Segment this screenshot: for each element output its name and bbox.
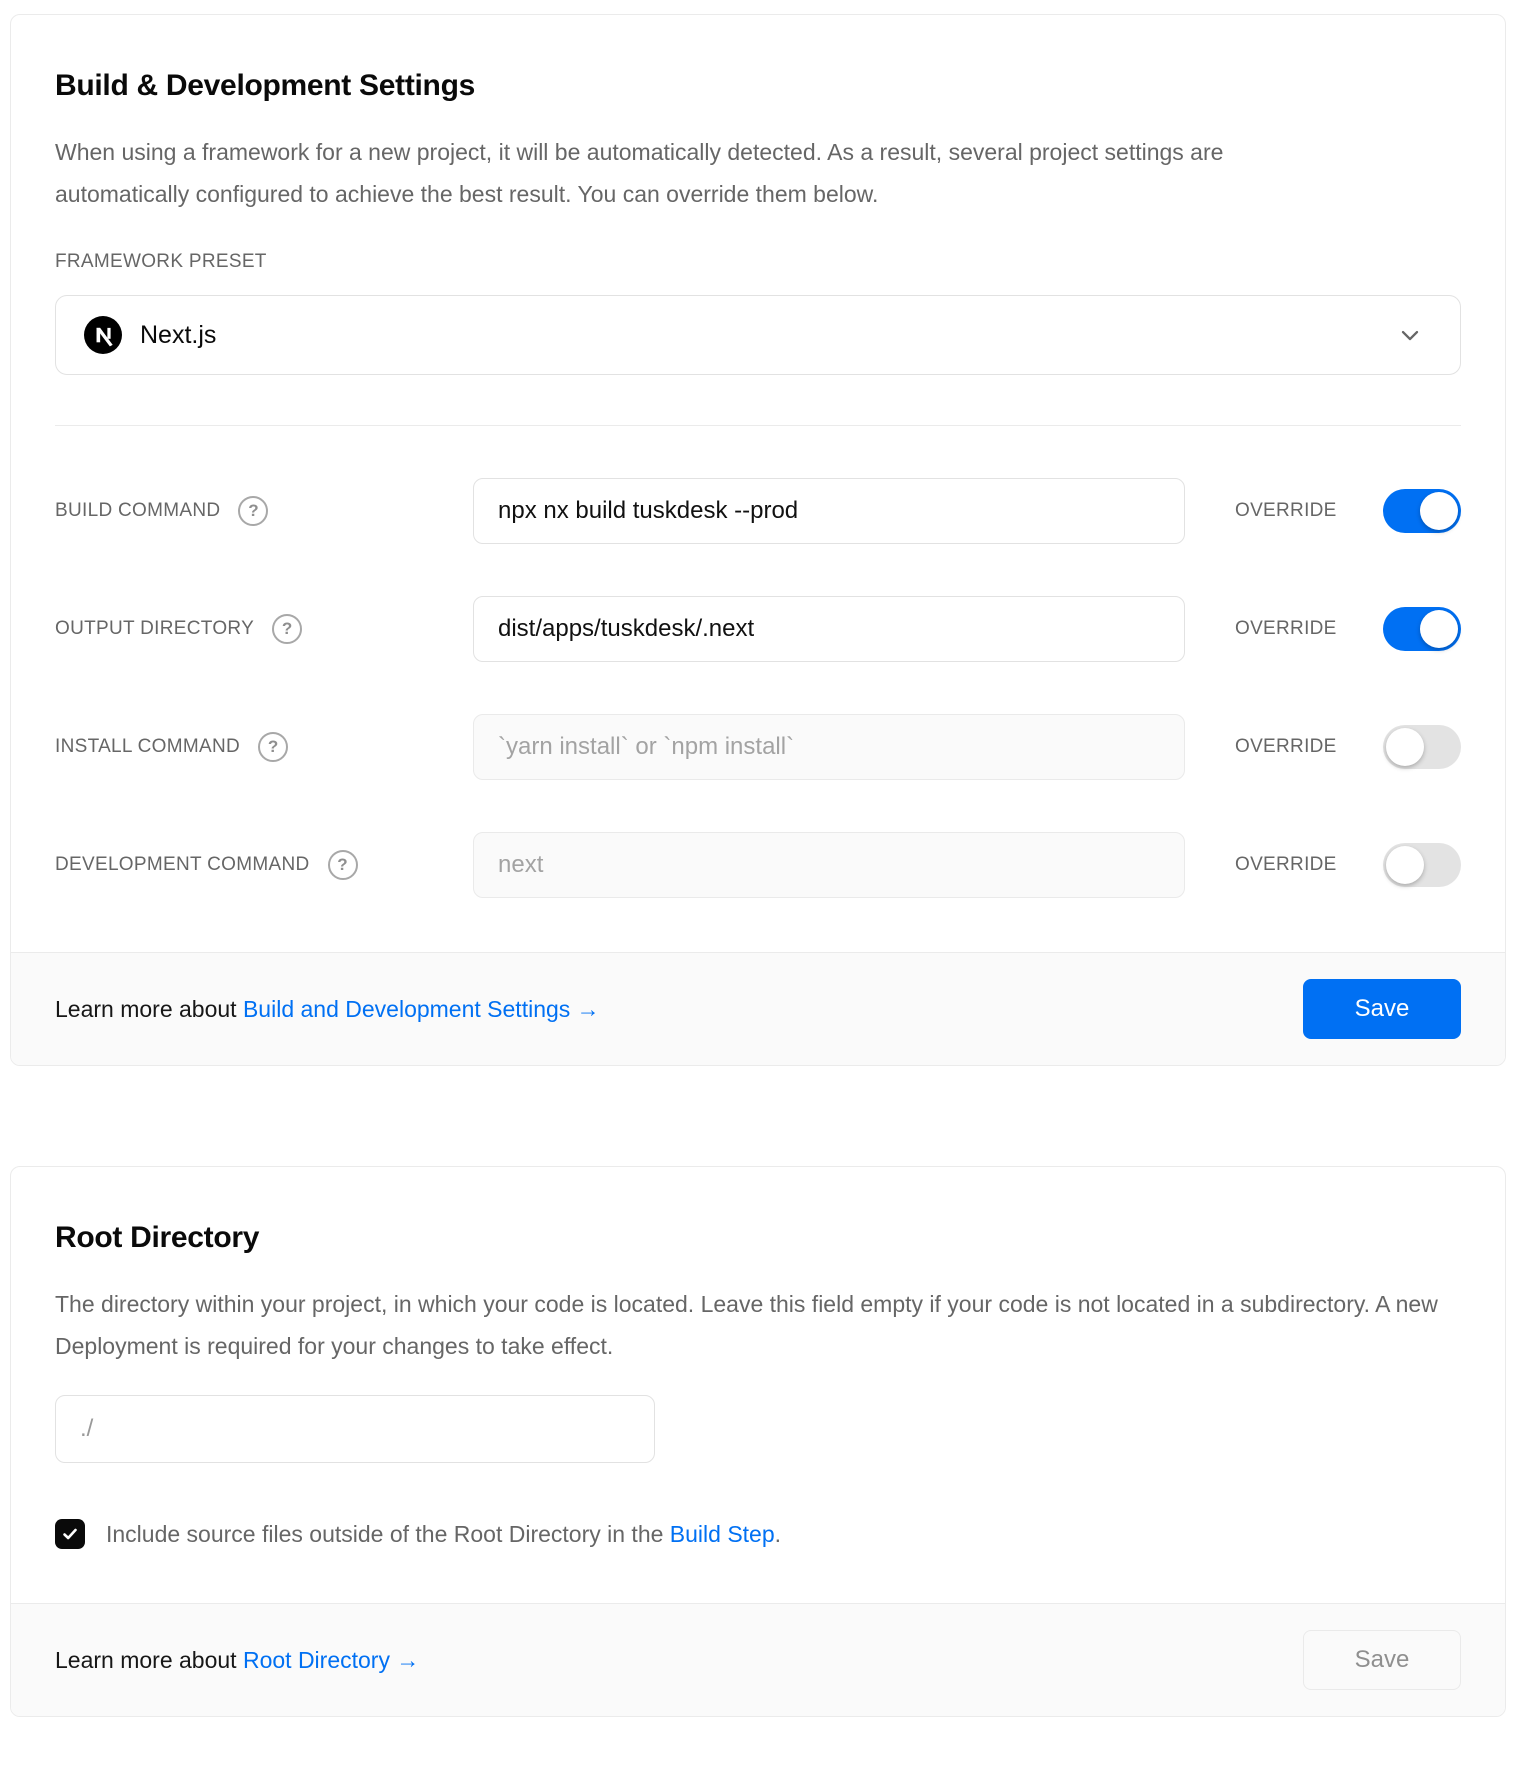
output-directory-row	[55, 596, 1461, 662]
framework-preset-value: Next.js	[140, 320, 217, 349]
save-button[interactable]: Save	[1303, 979, 1461, 1039]
checkbox-suffix: .	[774, 1520, 782, 1547]
install-command-row	[55, 714, 1461, 780]
output-directory-input[interactable]	[473, 596, 1185, 662]
install-command-label: INSTALL COMMAND	[55, 736, 241, 757]
override-label: OVERRIDE	[1235, 854, 1337, 875]
build-command-override-toggle[interactable]	[1383, 489, 1461, 533]
development-command-input[interactable]	[473, 832, 1185, 898]
help-icon[interactable]: ?	[328, 850, 358, 880]
install-command-input[interactable]	[473, 714, 1185, 780]
link-label: Root Directory	[242, 1646, 390, 1673]
help-icon[interactable]: ?	[272, 614, 302, 644]
build-settings-card	[10, 14, 1506, 1066]
nextjs-logo-icon	[84, 316, 122, 354]
help-icon[interactable]: ?	[258, 732, 288, 762]
checkbox-text: Include source files outside of the Root Directory in the	[106, 1520, 664, 1547]
build-settings-description: When using a framework for a new project, it will be automatically detected. As a result, several project settings are automatically configured to achieve the best result. You can override them below.	[55, 139, 1224, 207]
toggle-knob	[1420, 610, 1458, 648]
learn-more-prefix: Learn more about	[55, 1646, 237, 1673]
root-directory-card	[10, 1166, 1506, 1717]
save-button-disabled[interactable]: Save	[1303, 1630, 1461, 1690]
learn-more-text	[55, 996, 600, 1023]
include-source-files-row	[55, 1519, 1461, 1549]
root-directory-title: Root Directory	[55, 1221, 260, 1254]
override-label: OVERRIDE	[1235, 736, 1337, 757]
arrow-right-icon: →	[396, 1646, 420, 1673]
build-step-link[interactable]: Build Step	[669, 1520, 775, 1547]
development-command-row	[55, 832, 1461, 898]
override-label: OVERRIDE	[1235, 500, 1337, 521]
include-source-files-checkbox[interactable]	[55, 1519, 85, 1549]
install-command-override-toggle[interactable]	[1383, 725, 1461, 769]
toggle-knob	[1386, 846, 1424, 884]
build-settings-footer	[11, 952, 1505, 1065]
learn-more-prefix: Learn more about	[55, 995, 237, 1022]
arrow-right-icon: →	[576, 995, 600, 1022]
framework-preset-label: FRAMEWORK PRESET	[55, 251, 267, 272]
override-label: OVERRIDE	[1235, 618, 1337, 639]
toggle-knob	[1386, 728, 1424, 766]
toggle-knob	[1420, 492, 1458, 530]
development-command-override-toggle[interactable]	[1383, 843, 1461, 887]
development-command-label: DEVELOPMENT COMMAND	[55, 854, 310, 875]
include-source-files-label	[106, 1521, 781, 1548]
build-command-input[interactable]	[473, 478, 1185, 544]
link-label: Build and Development Settings	[242, 995, 571, 1022]
framework-preset-select[interactable]	[55, 295, 1461, 375]
chevron-down-icon	[1396, 321, 1424, 349]
build-settings-docs-link[interactable]	[243, 996, 600, 1022]
build-command-row	[55, 478, 1461, 544]
output-directory-label: OUTPUT DIRECTORY	[55, 618, 255, 639]
root-directory-input[interactable]	[55, 1395, 655, 1463]
output-directory-override-toggle[interactable]	[1383, 607, 1461, 651]
learn-more-text	[55, 1647, 419, 1674]
section-divider	[55, 425, 1461, 426]
root-directory-docs-link[interactable]	[243, 1647, 419, 1673]
checkmark-icon	[61, 1525, 79, 1543]
root-directory-footer	[11, 1603, 1505, 1716]
build-settings-title: Build & Development Settings	[55, 69, 475, 102]
root-directory-description: The directory within your project, in which your code is located. Leave this field empty if your code is not located in a subdirectory. A new Deployment is required for your changes to take effect.	[55, 1291, 1438, 1359]
help-icon[interactable]: ?	[238, 496, 268, 526]
build-command-label: BUILD COMMAND	[55, 500, 221, 521]
